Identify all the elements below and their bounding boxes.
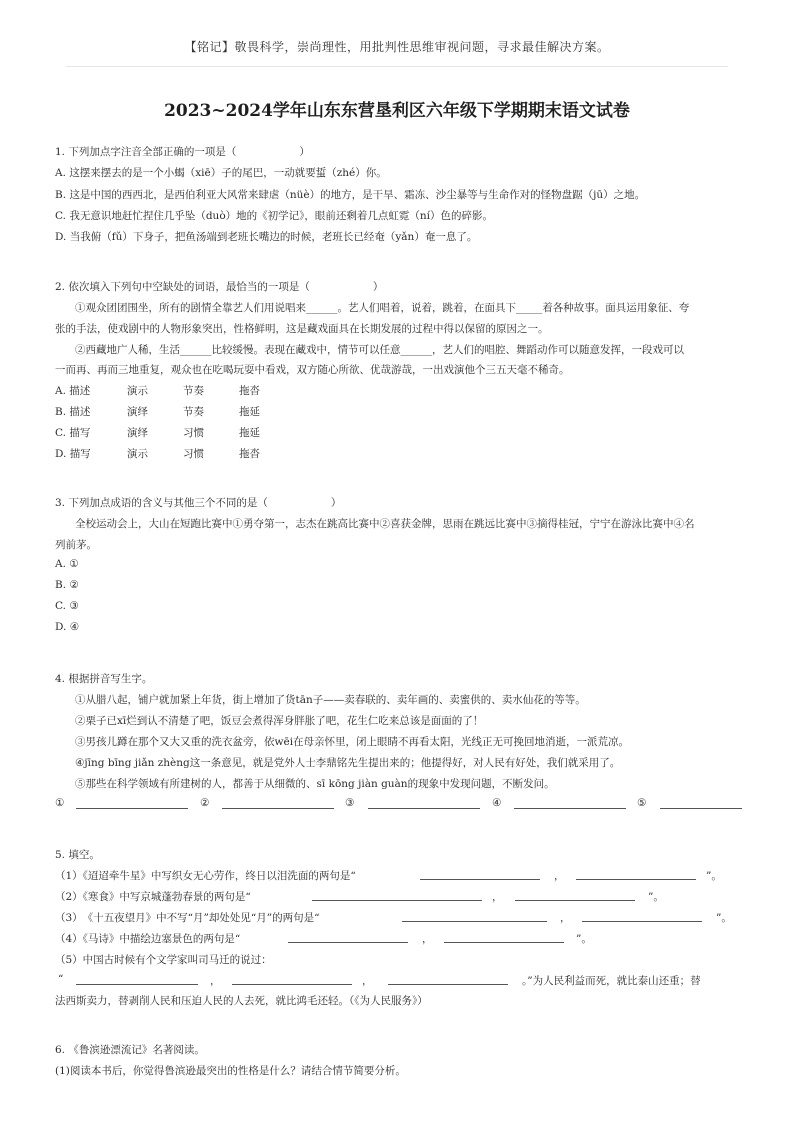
fill-blank-5a[interactable]	[76, 984, 198, 985]
question-4-line-3: ③男孩儿蹲在那个又大又重的洗衣盆旁，依wēi在母亲怀里，闭上眼睛不再看太阳，光线正无可挽回地消逝，一派荒凉。	[75, 736, 630, 748]
question-5-item-5: （5）中国古时候有个文学家叫司马迁的说过：	[55, 954, 272, 966]
question-1-stem: 1. 下列加点字注音全部正确的一项是（ ）	[55, 146, 310, 158]
question-3-option-d: D. ④	[55, 621, 80, 633]
question-6-subquestion-1: (1)阅读本书后，你觉得鲁滨逊最突出的性格是什么？请结合情节简要分析。	[55, 1065, 406, 1077]
fill-blank-4b[interactable]	[444, 942, 564, 943]
question-2-passage-1-line-1: ①观众团团围坐，所有的剧情全靠艺人们用说唱来______。艺人们唱着，说着，跳着，在面具下_____着各种故事。面具运用象征、夸	[75, 302, 690, 314]
comma: ，	[554, 870, 565, 882]
closing-quote: ”。	[576, 933, 592, 945]
option-c-word-1: C. 描写	[55, 427, 91, 439]
question-2-stem: 2. 依次填入下列句中空缺处的词语，最恰当的一项是（ ）	[55, 281, 384, 293]
question-4-line-5: ⑤那些在科学领域有所建树的人，都善于从细微的、sī kōng jiàn guàn的现象中发现问题，不断发问。	[75, 778, 555, 790]
answer-label-1: ①	[55, 797, 65, 809]
answer-blank-3[interactable]	[368, 808, 480, 809]
fill-blank-2a[interactable]	[312, 900, 482, 901]
fill-blank-3b[interactable]	[582, 921, 702, 922]
question-1-option-d: D. 当我俯（fǔ）下身子，把鱼汤端到老班长嘴边的时候，老班长已经奄（yǎn）奄一息了。	[55, 231, 478, 243]
question-2-passage-1-line-2: 张的手法，使戏剧中的人物形象突出，性格鲜明，这是藏戏面具在长期发展的过程中得以保留的原因之一。	[55, 323, 549, 335]
option-c-word-3: 习惯	[183, 427, 204, 439]
question-4-line-4: ④jīng bīng jiǎn zhèng这一条意见，就是党外人士李鼎铭先生提出来的；他提得好，对人民有好处，我们就采用了。	[75, 757, 621, 769]
fill-blank-4a[interactable]	[288, 942, 408, 943]
question-3-option-b: B. ②	[55, 579, 79, 591]
question-1-option-a: A. 这摆来摆去的是一个小蝎（xiē）子的尾巴，一动就要蜇（zhé）你。	[55, 167, 387, 179]
fill-blank-5c[interactable]	[388, 984, 508, 985]
question-2-passage-2-line-1: ②西藏地广人稀，生活______比较缓慢。表现在藏戏中，情节可以任意______，艺人们的唱腔、舞蹈动作可以随意发挥，一段戏可以	[75, 344, 684, 356]
question-2-passage-2-line-2: 一而再、再而三地重复，观众也在吃喝玩耍中看戏，双方随心所欲、优哉游哉，一出戏演他个三五天毫不稀奇。	[55, 364, 570, 376]
closing-quote: ”。	[706, 870, 722, 882]
question-1-option-b: B. 这是中国的西西北，是西伯利亚大风常来肆虐（nüè）的地方，是干旱、霜冻、沙尘暴等与生命作对的怪物盘踞（jū）之地。	[55, 189, 646, 201]
answer-label-3: ③	[345, 797, 355, 809]
option-b-word-1: B. 描述	[55, 406, 91, 418]
fill-blank-5b[interactable]	[232, 984, 352, 985]
question-5-quote-continuation: 法西斯卖力，替剥削人民和压迫人民的人去死，就比鸿毛还轻。（《为人民服务》）	[55, 995, 428, 1007]
closing-quote: ”。	[648, 891, 664, 903]
comma: ，	[210, 975, 221, 987]
question-5-item-4: （4）《马诗》中描绘边塞景色的两句是“	[55, 933, 241, 945]
question-5-item-2: （2）《寒食》中写京城蓬勃春景的两句是“	[55, 891, 251, 903]
question-3-option-a: A. ①	[55, 558, 79, 570]
answer-blank-5[interactable]	[660, 808, 742, 809]
option-b-word-3: 节奏	[183, 406, 204, 418]
question-6-stem: 6. 《鲁滨逊漂流记》名著阅读。	[55, 1044, 205, 1056]
option-a-word-4: 拖沓	[239, 385, 260, 397]
option-c-word-2: 演绎	[127, 427, 148, 439]
fill-blank-2b[interactable]	[515, 900, 635, 901]
option-d-word-3: 习惯	[183, 448, 204, 460]
question-1-option-c: C. 我无意识地赶忙捏住几乎坠（duò）地的《初学记》，眼前还剩着几点虹霓（ní）色的碎影。	[55, 210, 494, 222]
fill-blank-1b[interactable]	[576, 879, 696, 880]
answer-blank-2[interactable]	[222, 808, 334, 809]
comma: ，	[422, 933, 433, 945]
question-5-item-3: （3） 《十五夜望月》中不写“月”却处处见“月”的两句是“	[55, 912, 320, 924]
answer-label-5: ⑤	[637, 797, 647, 809]
option-a-word-1: A. 描述	[55, 385, 91, 397]
answer-label-2: ②	[200, 797, 210, 809]
option-d-word-4: 拖沓	[239, 448, 260, 460]
answer-blank-4[interactable]	[514, 808, 626, 809]
question-4-line-2: ②栗子已xī烂到认不清楚了吧，饭豆会煮得浑身胖胀了吧，花生仁吃来总该是面面的了！	[75, 715, 484, 727]
question-5-stem: 5. 填空。	[55, 849, 100, 861]
option-a-word-3: 节奏	[183, 385, 204, 397]
question-3-passage-line-1: 全校运动会上，大山在短跑比赛中①勇夺第一，志杰在跳高比赛中②喜获金牌，思雨在跳远比赛中③摘得桂冠，宁宁在游泳比赛中④名	[75, 518, 695, 530]
question-3-stem: 3. 下列加点成语的含义与其他三个不同的是（ ）	[55, 497, 342, 509]
opening-quote: “	[58, 973, 64, 985]
comma: ，	[492, 891, 503, 903]
question-4-stem: 4. 根据拼音写生字。	[55, 673, 153, 685]
comma: ，	[560, 912, 571, 924]
answer-label-4: ④	[492, 797, 502, 809]
header-divider	[66, 66, 728, 67]
fill-blank-3a[interactable]	[402, 921, 547, 922]
option-a-word-2: 演示	[127, 385, 148, 397]
page-title: 2023~2024学年山东东营垦利区六年级下学期期末语文试卷	[164, 101, 630, 121]
header-motto: 【铭记】敬畏科学，崇尚理性，用批判性思维审视问题，寻求最佳解决方案。	[184, 40, 610, 54]
comma: ，	[362, 975, 373, 987]
fill-blank-1a[interactable]	[420, 879, 540, 880]
question-3-option-c: C. ③	[55, 600, 79, 612]
question-5-quote-tail: 。”为人民利益而死，就比泰山还重；替	[522, 975, 701, 987]
option-b-word-4: 拖延	[239, 406, 260, 418]
option-d-word-1: D. 描写	[55, 448, 91, 460]
closing-quote: ”。	[716, 912, 732, 924]
option-d-word-2: 演示	[127, 448, 148, 460]
question-5-item-1: （1）《迢迢牵牛星》中写织女无心劳作，终日以泪洗面的两句是“	[55, 870, 356, 882]
option-c-word-4: 拖延	[239, 427, 260, 439]
answer-blank-1[interactable]	[76, 808, 188, 809]
question-4-line-1: ①从腊八起，铺户就加紧上年货，街上增加了货tān子——卖春联的、卖年画的、卖蜜供的、卖水仙花的等等。	[75, 694, 586, 706]
option-b-word-2: 演绎	[127, 406, 148, 418]
question-3-passage-line-2: 列前茅。	[55, 539, 97, 551]
